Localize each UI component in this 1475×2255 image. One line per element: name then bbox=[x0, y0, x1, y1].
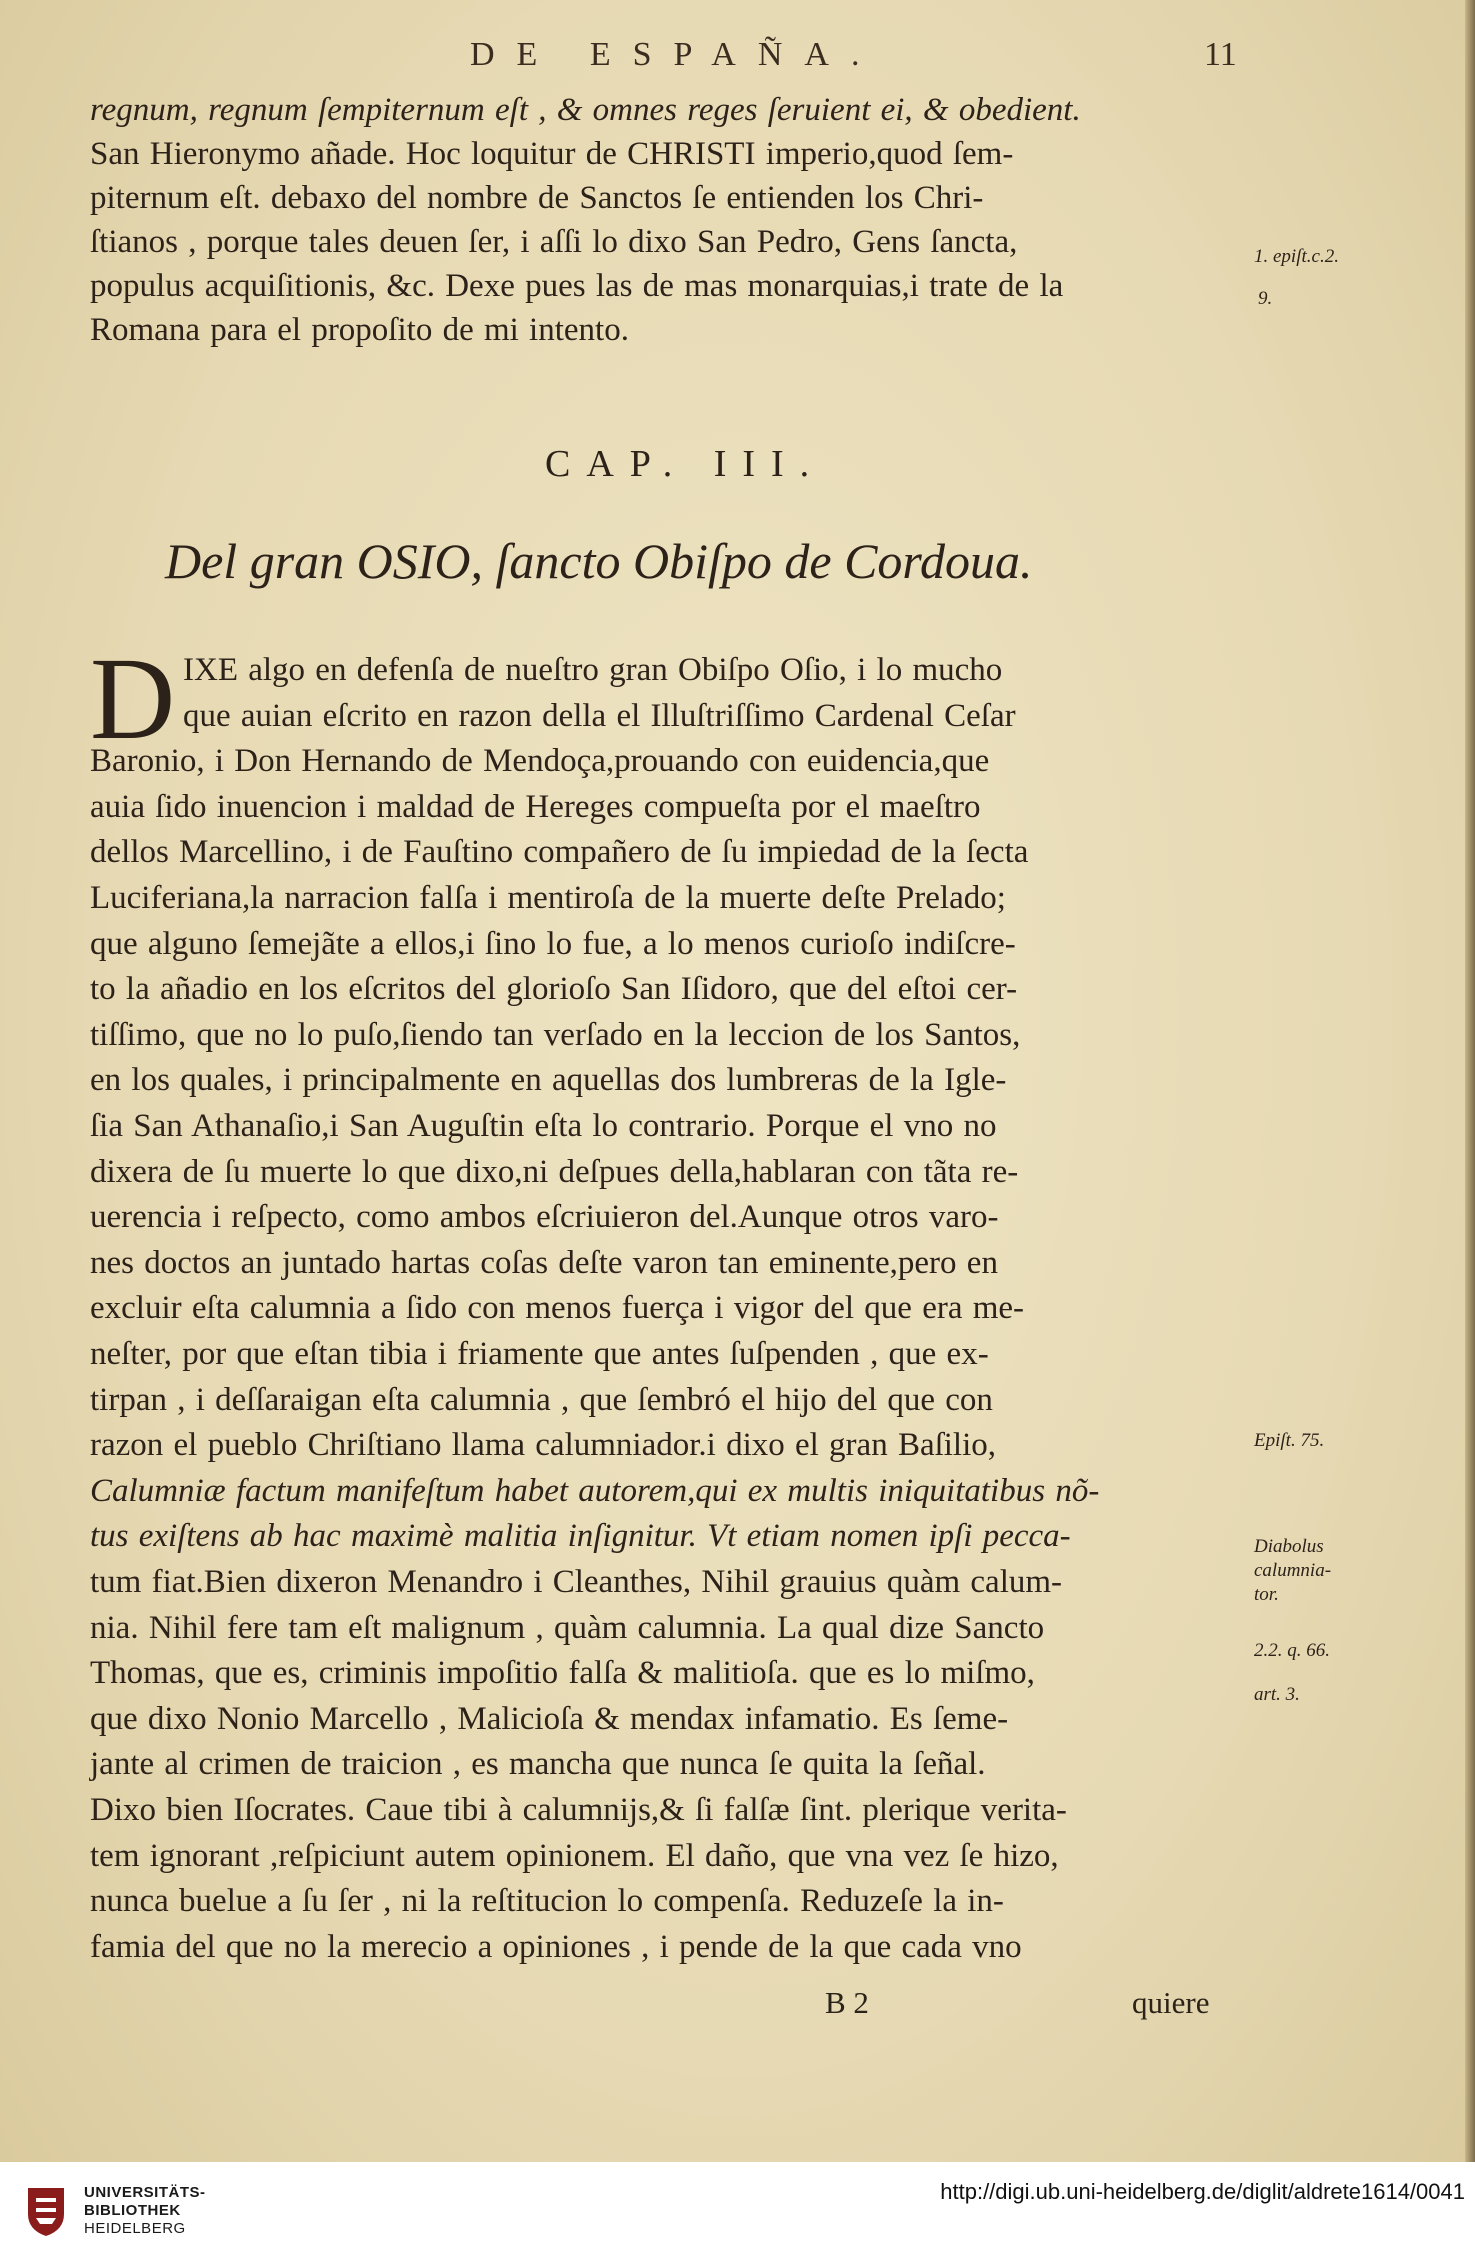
body-text-line: que auian eſcrito en razon della el Illuſtriſſimo Cardenal Ceſar bbox=[183, 698, 1016, 734]
side-note-thomas: 2.2. q. 66. bbox=[1254, 1640, 1330, 1661]
body-text-line: razon el pueblo Chriſtiano llama calumniador.i dixo el gran Baſilio, bbox=[90, 1427, 997, 1463]
catchword: quiere bbox=[1132, 1985, 1210, 2020]
body-text-line: Baronio, i Don Hernando de Mendoça,prouando con euidencia,que bbox=[90, 743, 990, 779]
body-text-line: en los quales, i principalmente en aquellas dos lumbreras de la Igle- bbox=[90, 1062, 1007, 1098]
body-text-line: Luciferiana,la narracion falſa i mentiroſa de la muerte deſte Prelado; bbox=[90, 880, 1006, 916]
chapter-heading: CAP. III. bbox=[545, 443, 826, 485]
body-text-line: que alguno ſemejãte a ellos,i ſino lo fue, a lo menos curioſo indiſcre- bbox=[90, 926, 1016, 962]
body-text-line: famia del que no la merecio a opiniones , i pende de la que cada vno bbox=[90, 1929, 1022, 1965]
body-text-line: neſter, por que eſtan tibia i friamente que antes ſuſpenden , que ex- bbox=[90, 1336, 989, 1372]
body-text-line: dellos Marcellino, i de Fauſtino compañero de ſu impiedad de la ſecta bbox=[90, 834, 1029, 870]
body-text-line: dixera de ſu muerte lo que dixo,ni deſpues della,hablaran con tãta re- bbox=[90, 1154, 1019, 1190]
chapter-title: Del gran OSIO, ſancto Obiſpo de Cordoua. bbox=[165, 533, 1033, 589]
side-note-calumnia: calumnia- bbox=[1254, 1560, 1332, 1581]
page-edge bbox=[1465, 0, 1475, 2255]
top-text-line: populus acquiſitionis, &c. Dexe pues las de mas monarquias,i trate de la bbox=[90, 268, 1064, 304]
body-text-line: nes doctos an juntado hartas coſas deſte varon tan eminente,pero en bbox=[90, 1245, 998, 1281]
library-name-line-2: BIBLIOTHEK bbox=[84, 2202, 181, 2219]
body-text-line: Thomas, que es, criminis impoſitio falſa & malitioſa. que es lo miſmo, bbox=[90, 1655, 1035, 1691]
side-note-tor: tor. bbox=[1254, 1584, 1279, 1605]
library-name-line-1: UNIVERSITÄTS- bbox=[84, 2184, 206, 2201]
body-text-line: tirpan , i deſſaraigan eſta calumnia , que ſembró el hijo del que con bbox=[90, 1382, 993, 1418]
body-text-line: nia. Nihil fere tam eſt malignum , quàm calumnia. La qual dize Sancto bbox=[90, 1610, 1045, 1646]
library-name bbox=[84, 2184, 206, 2238]
side-note-epistle: Epiſt. 75. bbox=[1254, 1430, 1325, 1451]
margin-note-epistle: 1. epiſt.c.2. bbox=[1254, 246, 1339, 267]
body-text-line: tem ignorant ,reſpiciunt autem opinionem. El daño, que vna vez ſe hizo, bbox=[90, 1838, 1059, 1874]
top-text-line: piternum eſt. debaxo del nombre de Sanctos ſe entienden los Chri- bbox=[90, 180, 984, 216]
source-url-link[interactable]: http://digi.ub.uni-heidelberg.de/diglit/aldrete1614/0041 bbox=[940, 2179, 1465, 2204]
body-text-line: tum fiat.Bien dixeron Menandro i Cleanthes, Nihil grauius quàm calum- bbox=[90, 1564, 1063, 1600]
top-text-line: San Hieronymo añade. Hoc loquitur de CHRISTI imperio,quod ſem- bbox=[90, 136, 1014, 172]
margin-note-verse: 9. bbox=[1258, 288, 1273, 309]
body-text-line: to la añadio en los eſcritos del glorioſo San Iſidoro, que del eſtoi cer- bbox=[90, 971, 1018, 1007]
body-text-line: ſia San Athanaſio,i San Auguſtin eſta lo contrario. Porque el vno no bbox=[90, 1108, 997, 1144]
body-text-line: tus exiſtens ab hac maximè malitia inſignitur. Vt etiam nomen ipſi pecca- bbox=[90, 1518, 1071, 1554]
body-text-line: uerencia i reſpecto, como ambos eſcriuieron del.Aunque otros varo- bbox=[90, 1199, 999, 1235]
library-name-line-3: HEIDELBERG bbox=[84, 2220, 186, 2237]
university-logo-icon bbox=[22, 2184, 70, 2238]
top-text-line: Romana para el propoſito de mi intento. bbox=[90, 312, 629, 348]
footer-bar bbox=[0, 2162, 1475, 2255]
side-note-diabolus: Diabolus bbox=[1254, 1536, 1324, 1557]
body-text-line: tiſſimo, que no lo puſo,ſiendo tan verſado en la leccion de los Santos, bbox=[90, 1017, 1021, 1053]
running-head: DE ESPAÑA. bbox=[470, 36, 882, 73]
body-text-line: excluir eſta calumnia a ſido con menos fuerça i vigor del que era me- bbox=[90, 1290, 1025, 1326]
body-text-line: que dixo Nonio Marcello , Malicioſa & mendax infamatio. Es ſeme- bbox=[90, 1701, 1009, 1737]
body-text-line: nunca buelue a ſu ſer , ni la reſtitucion lo compenſa. Reduzeſe la in- bbox=[90, 1883, 1004, 1919]
page-number: 11 bbox=[1204, 36, 1237, 73]
drop-cap: D bbox=[90, 633, 176, 764]
top-text-line: ſtianos , porque tales deuen ſer, i aſſi lo dixo San Pedro, Gens ſancta, bbox=[90, 224, 1018, 260]
body-text-line: Calumniæ factum manifeſtum habet autorem,qui ex multis iniquitatibus nõ- bbox=[90, 1473, 1100, 1509]
body-text-line: Dixo bien Iſocrates. Caue tibi à calumnijs,& ſi falſæ ſint. plerique verita- bbox=[90, 1792, 1067, 1828]
top-text-line: regnum, regnum ſempiternum eſt , & omnes reges ſeruient ei, & obedient. bbox=[90, 92, 1081, 128]
body-text-line: jante al crimen de traicion , es mancha que nunca ſe quita la ſeñal. bbox=[90, 1746, 986, 1782]
side-note-art: art. 3. bbox=[1254, 1684, 1300, 1705]
signature-mark: B 2 bbox=[825, 1985, 869, 2020]
body-text-line: IXE algo en defenſa de nueſtro gran Obiſpo Oſio, i lo mucho bbox=[183, 652, 1003, 688]
body-text-line: auia ſido inuencion i maldad de Hereges compueſta por el maeſtro bbox=[90, 789, 981, 825]
